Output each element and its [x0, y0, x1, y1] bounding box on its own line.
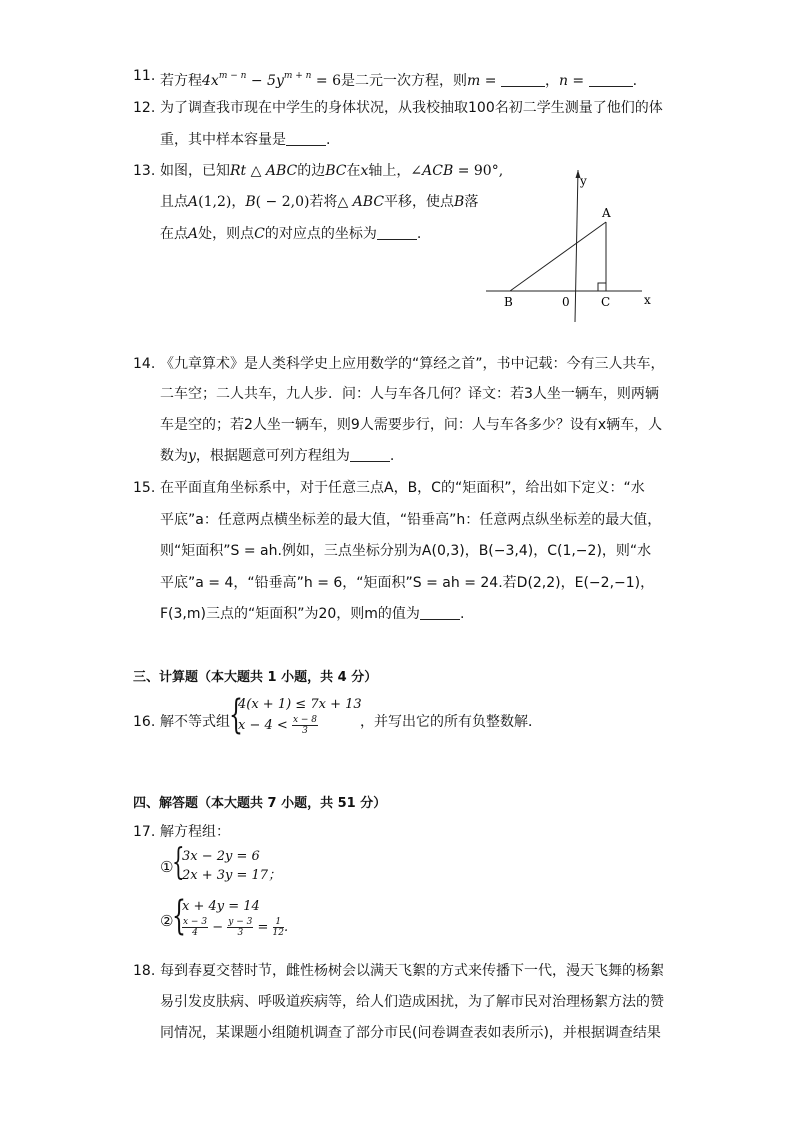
question-text: 若方程: [160, 73, 202, 89]
label-y: y: [580, 174, 587, 188]
answer-blank[interactable]: [420, 605, 460, 620]
question-number: 14.: [133, 356, 156, 372]
question-text: 在平面直角坐标系中，对于任意三点A，B，C的“矩面积”，给出如下定义：“水: [160, 480, 645, 496]
question-text: 二车空；二人共车，九人步．问：人与车各几何？译文：若3人坐一辆车，则两辆: [160, 386, 659, 402]
equation-2: $\frac{x - 3}{4}$ − $\frac{y - 3}{3}$ = $\frac{1}{12}$ .: [183, 917, 289, 938]
question-text: 每到春夏交替时节，雌性杨树会以满天飞絮的方式来传播下一代，漫天飞舞的杨絮: [160, 963, 664, 979]
label-b: B: [504, 295, 513, 309]
label-x: x: [644, 293, 651, 307]
question-number: 15.: [133, 480, 156, 496]
question-text: 平底”a = 4，“铅垂高”h = 6，“矩面积”S = ah = 24.若D(2,2)，E(−2,−1)，: [160, 575, 655, 591]
inequality-1: 4(x + 1) ≤ 7x + 13: [238, 697, 362, 712]
equation-2: 2x + 3y = 17；: [182, 868, 282, 883]
equation-1: 3x − 2y = 6: [182, 849, 260, 864]
inequality-2: x − 4 < $\frac{x - 8}{3}$: [238, 715, 318, 736]
label-origin: 0: [562, 295, 570, 309]
question-text: 同情况，某课题小组随机调查了部分市民(问卷调查表如表所示)，并根据调查结果: [160, 1025, 661, 1041]
answer-blank[interactable]: [350, 447, 390, 462]
question-number: 12.: [133, 100, 156, 116]
question-number: 16.: [133, 714, 156, 730]
answer-blank[interactable]: [589, 72, 633, 87]
answer-blank[interactable]: [286, 131, 326, 146]
question-text: 易引发皮肤病、呼吸道疾病等，给人们造成困扰，为了解市民对治理杨絮方法的赞: [160, 994, 664, 1010]
label-a: A: [602, 206, 611, 220]
question-text: 车是空的；若2人坐一辆车，则9人需要步行，问：人与车各多少？设有x辆车，人: [160, 417, 663, 433]
part-2-marker: ②: [160, 912, 174, 930]
system-brace: {: [229, 692, 243, 738]
question-number: 11.: [133, 68, 156, 84]
answer-blank[interactable]: [377, 225, 417, 240]
part-1-marker: ①: [160, 858, 174, 876]
side-ab: [510, 222, 606, 291]
question-text: 则“矩面积”S = ah.例如，三点坐标分别为A(0,3)，B(−3,4)，C(1,−2)，则“水: [160, 543, 652, 559]
question-text: F(3,m)三点的“矩面积”为20，则m的值为: [160, 606, 420, 622]
system-brace: {: [172, 893, 186, 939]
question-number: 13.: [133, 163, 156, 179]
exam-page: 11. 若方程$4x^{m - n} - 5y^{m + n} = 6$是二元一次方程，则m = ，n = . 12. 为了调查我市现在中学生的身体状况，从我校抽取100名初二学生测量了他们的体 重，其中样本容量是 . 13. 如图，已知Rt △ ABC的边BC在x轴上，∠ACB = 90°, 且点A(1,2)，B( − 2,0)若将△ ABC平移，使点B落 在点A处，则点C的对应点的坐标为 . y x A B C 0 14. 《九章算术》是人类科学史上应用数学的“算经之首”，书中记载：今有三人共车， 二车空；二人共车，九人步．问：人与车各几何？译文：若3人坐一辆车，则两辆 车是空的；若2人坐一辆车，则9人需要步行，问：人与车各多少？设有x辆车，人 数为y，根据题意可列方程组为 . 15. 在平面直角坐标系中，对于任意三点A，B，C的“矩面积”，给出如下定义：“水 平底”a：任意两点横坐标差的最大值，“铅垂高”h：任意两点纵坐标差的最大值， 则“矩面积”S = ah.例如，三点坐标分别为A(0,3)，B(−3,4)，C(1,−2)，则“水 平底”a = 4，“铅垂高”h = 6，“矩面积”S = ah = 24.若D(2,2)，E(−2,−1)， F(3,m)三点的“矩面积”为20，则m的值为 . 三、计算题（本大题共 1 小题，共 4 分） 16. 解不等式组 ，并写出它的所有负整数解． { 4(x + 1) ≤ 7x + 13 x − 4 < $\frac{x - 8}{3}$ 四、解答题（本大题共 7 小题，共 51 分） 17. 解方程组： ① { 3x − 2y = 6 2x + 3y = 17； ② { x + 4y = 14 $\frac{x - 3}{4}$ − $\frac{y - 3}{3}$ = $\frac{1}{12}$ . 18. 每到春夏交替时节，雌性杨树会以满天飞絮的方式来传播下一代，漫天飞舞的杨絮 易引发皮肤病、呼吸道疾病等，给人们造成困扰，为了解市民对治理杨絮方法的赞 同情况，某课题小组随机调查了部分市民(问卷调查表如表所示)，并根据调查结果: [133, 68, 665, 1041]
equation-1: x + 4y = 14: [182, 899, 260, 914]
section-heading: 四、解答题（本大题共 7 小题，共 51 分）: [133, 796, 387, 811]
question-number: 18.: [133, 963, 156, 979]
question-text: 为了调查我市现在中学生的身体状况，从我校抽取100名初二学生测量了他们的体: [160, 100, 663, 116]
question-text: 重，其中样本容量是: [160, 132, 286, 148]
triangle-figure: [480, 165, 665, 325]
question-text: 是二元一次方程，则: [341, 73, 468, 89]
right-angle-mark: [598, 283, 606, 291]
label-c: C: [601, 295, 611, 309]
equation: $4x^{m - n} - 5y^{m + n}$ =: [202, 71, 333, 89]
question-text: 平底”a：任意两点横坐标差的最大值，“铅垂高”h：任意两点纵坐标差的最大值，: [160, 512, 662, 528]
y-axis: [575, 170, 578, 322]
answer-blank[interactable]: [501, 72, 545, 87]
section-heading: 三、计算题（本大题共 1 小题，共 4 分）: [133, 670, 378, 685]
question-text: 《九章算术》是人类科学史上应用数学的“算经之首”，书中记载：今有三人共车，: [160, 356, 665, 372]
system-brace: {: [172, 842, 185, 883]
question-number: 17.: [133, 824, 156, 840]
